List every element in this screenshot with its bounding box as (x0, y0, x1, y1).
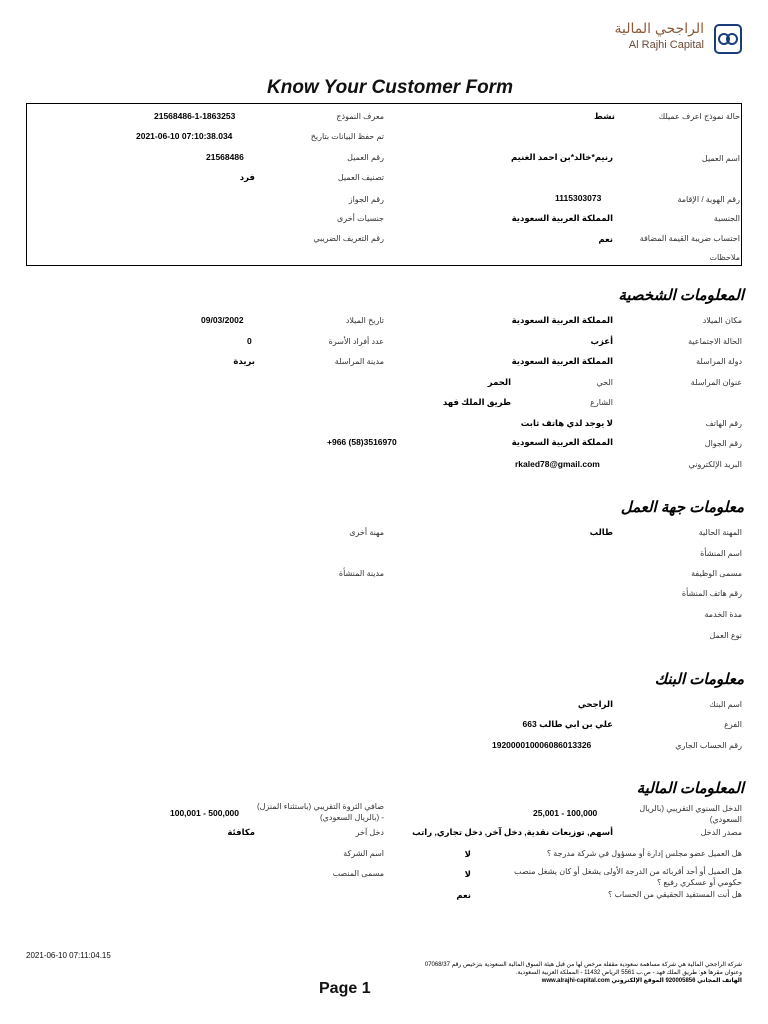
networth-label: صافي الثروة التقريبي (باستثناء المنزل) - (بالريال السعودي) (256, 802, 384, 822)
branch-label: الفرع (724, 720, 742, 729)
district-label: الحي (596, 378, 613, 387)
company-phone-label: رقم هاتف المنشأة (681, 589, 742, 598)
board-member-answer: لا (464, 849, 471, 859)
district-value: الحمر (487, 377, 511, 387)
notes-label: ملاحظات (709, 253, 740, 262)
client-class-label: تصنيف العميل (337, 173, 384, 182)
family-size-value: 0 (247, 336, 252, 346)
dob-label: تاريخ الميلاد (345, 316, 384, 325)
form-status-label: حالة نموذج اعرف عميلك (658, 112, 740, 121)
mobile-value: +966 (58)3516970 (327, 437, 397, 447)
income-source-value: أسهم, توزيعات نقدية, دخل آخر, دخل تجاري, راتب (412, 827, 613, 837)
client-name-label: اسم العميل (701, 154, 740, 163)
form-id-value: 21568486-1-1863253 (154, 111, 236, 121)
print-timestamp: 2021-06-10 07:11:04.15 (26, 951, 111, 960)
phone-label: رقم الهاتف (705, 419, 742, 428)
client-no-label: رقم العميل (347, 153, 384, 162)
nationality-value: المملكة العربية السعودية (511, 213, 613, 223)
phone-value: لا يوجد لدي هاتف ثابت (520, 418, 613, 428)
vat-label: احتساب ضريبة القيمة المضافة (639, 234, 740, 243)
job-title-label: مسمى الوظيفة (691, 569, 742, 578)
company-city-label: مدينة المنشأة (338, 569, 384, 578)
board-member-question: هل العميل عضو مجلس إدارة أو مسؤول في شركة مدرجة ؟ (546, 849, 742, 858)
footer-line-2: وعنوان مقرها هو: طريق الملك فهد - ص.ب 5561 الرياض 11432 - المملكة العربية السعودية. (515, 970, 742, 976)
company-name-label: اسم المنشأة (700, 549, 742, 558)
birth-place-value: المملكة العربية السعودية (511, 315, 613, 325)
tax-id-label: رقم التعريف الضريبي (313, 234, 384, 243)
other-job-label: مهنة أخرى (349, 528, 384, 537)
beneficiary-answer: نعم (456, 890, 471, 900)
work-type-label: نوع العمل (709, 631, 742, 640)
form-id-label: معرف النموذج (336, 112, 384, 121)
page-title: Know Your Customer Form (267, 77, 513, 98)
marital-value: أعزب (590, 336, 613, 346)
personal-info-heading: المعلومات الشخصية (618, 287, 744, 304)
income-label: الدخل السنوي التقريبي (بالريال السعودي) (639, 804, 742, 824)
street-value: طريق الملك فهد (442, 397, 511, 407)
job-label: المهنة الحالية (698, 528, 742, 537)
income-value: 25,001 - 100,000 (533, 808, 598, 818)
email-value: rkaled78@gmail.com (515, 459, 600, 469)
company-name-fin-label: اسم الشركة (343, 849, 384, 858)
vat-value: نعم (598, 234, 613, 244)
client-no-value: 21568486 (206, 152, 244, 162)
networth-value: 100,001 - 500,000 (170, 808, 240, 818)
logo-icon (714, 24, 742, 54)
mail-city-label: مدينة المراسلة (334, 357, 384, 366)
street-label: الشارع (590, 398, 613, 407)
bank-name-value: الراجحي (577, 699, 613, 709)
mobile-country-value: المملكة العربية السعودية (511, 437, 613, 447)
email-label: البريد الإلكتروني (688, 460, 742, 469)
mail-city-value: بريدة (233, 356, 255, 366)
passport-label: رقم الجواز (348, 195, 384, 204)
work-info-heading: معلومات جهة العمل (620, 499, 744, 516)
address-label: عنوان المراسلة (690, 378, 742, 387)
family-size-label: عدد أفراد الأسرة (328, 337, 384, 346)
form-header-box (26, 103, 742, 266)
position-title-label: مسمى المنصب (332, 869, 384, 878)
logo-english-text: Al Rajhi Capital (628, 39, 704, 51)
pep-answer: لا (464, 869, 471, 879)
logo-arabic-text: الراجحي المالية (614, 20, 704, 36)
income-source-label: مصدر الدخل (700, 828, 742, 837)
financial-info-heading: المعلومات المالية (636, 780, 744, 797)
dob-value: 09/03/2002 (201, 315, 244, 325)
job-value: طالب (589, 527, 613, 537)
birth-place-label: مكان الميلاد (702, 316, 742, 325)
service-duration-label: مدة الخدمة (704, 610, 742, 619)
account-value: 192000010006086013326 (492, 740, 592, 750)
client-class-value: فرد (239, 172, 255, 182)
mail-country-label: دولة المراسلة (696, 357, 742, 366)
saved-date-value: 2021-06-10 07:10:38.034 (136, 131, 233, 141)
mail-country-value: المملكة العربية السعودية (511, 356, 613, 366)
marital-label: الحالة الاجتماعية (688, 337, 742, 346)
saved-date-label: تم حفظ البيانات بتاريخ (310, 132, 384, 141)
footer-line-1: شركة الراجحي المالية هي شركة مساهمة سعودية مقفلة مرخص لها من قبل هيئة السوق المالية السعودية بترخيص رقم 07068/37 (424, 962, 742, 968)
id-number-value: 1115303073 (555, 193, 602, 203)
beneficiary-question: هل أنت المستفيد الحقيقي من الحساب ؟ (608, 890, 742, 899)
account-label: رقم الحساب الجاري (675, 741, 742, 750)
bank-info-heading: معلومات البنك (654, 671, 744, 688)
nationality-label: الجنسية (713, 214, 740, 223)
other-nationality-label: جنسيات أخرى (337, 214, 384, 223)
other-income-value: مكافئة (227, 827, 255, 837)
page-number: Page 1 (319, 980, 371, 997)
bank-name-label: اسم البنك (709, 700, 742, 709)
branch-value: علي بن ابي طالب 663 (522, 719, 613, 729)
pep-question: هل العميل أو أحد أقربائه من الدرجة الأولى يشغل أو كان يشغل منصب حكومي أو عسكري رفيع ؟ (513, 867, 742, 887)
client-name-value: رنيم*خالد*بن احمد الغنيم (511, 152, 613, 162)
other-income-label: دخل آخر (355, 828, 384, 837)
footer-line-3: الهاتف المجاني 920005856 الموقع الإلكتروني www.alrajhi-capital.com (541, 978, 742, 984)
form-status-value: نشط (594, 111, 615, 121)
id-number-label: رقم الهوية / الإقامة (677, 195, 740, 204)
mobile-label: رقم الجوال (704, 439, 742, 448)
